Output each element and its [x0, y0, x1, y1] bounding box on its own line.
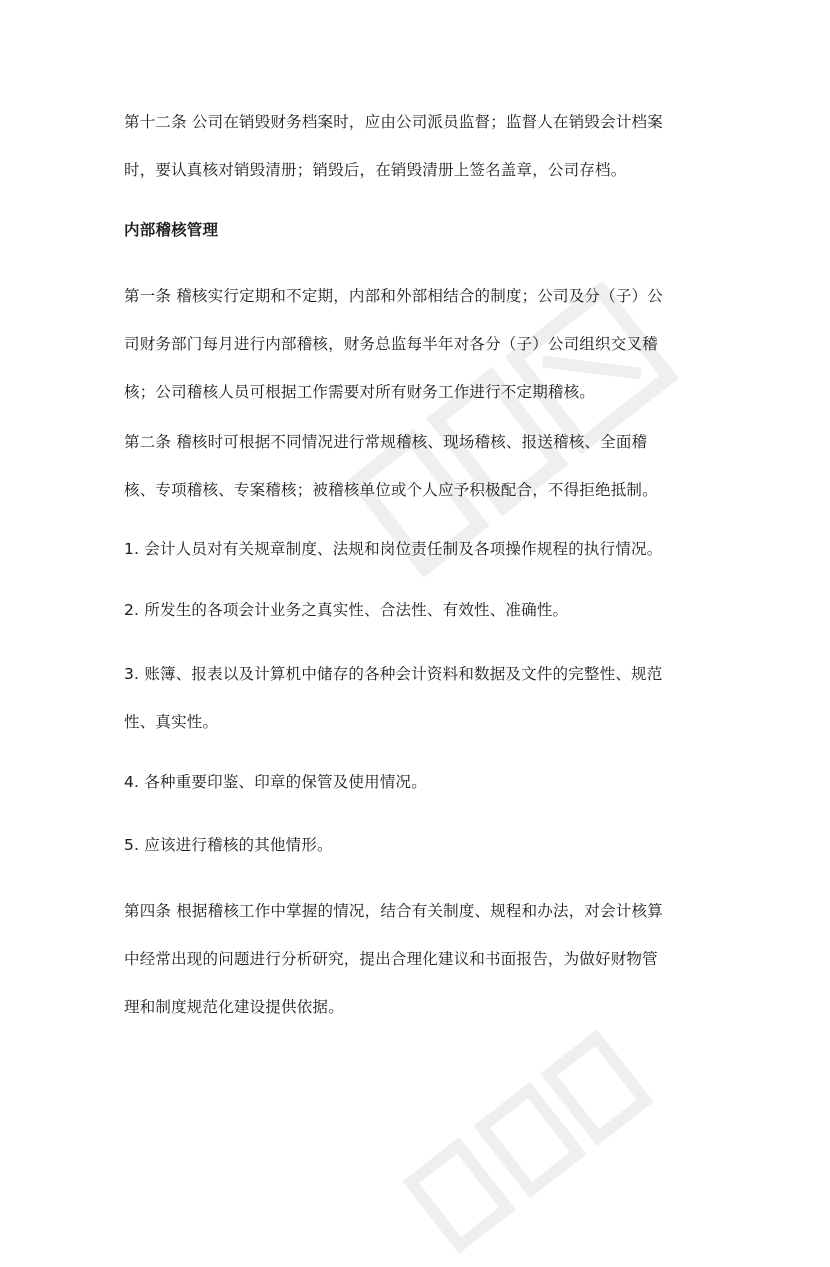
- list-item-5-text: 5. 应该进行稽核的其他情形。: [124, 836, 333, 854]
- list-item-4: [124, 765, 714, 799]
- article-4-line-3: 理和制度规范化建设提供依据。: [124, 998, 344, 1016]
- list-item-1-text: 1. 会计人员对有关规章制度、法规和岗位责任制及各项操作规程的执行情况。: [124, 540, 663, 558]
- list-item-2: [124, 593, 714, 627]
- article-1-paragraph: [124, 279, 714, 409]
- article-12-line-1: 第十二条 公司在销毁财务档案时，应由公司派员监督；监督人在销毁会计档案: [124, 113, 663, 131]
- section-title: 内部稽核管理: [124, 221, 219, 239]
- article-2-paragraph: [124, 425, 714, 507]
- list-item-3: [124, 657, 714, 739]
- watermark-graphic-bottom: [391, 1013, 670, 1267]
- article-4-line-2: 中经常出现的问题进行分析研究，提出合理化建议和书面报告，为做好财物管: [124, 950, 658, 968]
- article-1-line-3: 核；公司稽核人员可根据工作需要对所有财务工作进行不定期稽核。: [124, 383, 596, 401]
- article-4-line-1: 第四条 根据稽核工作中掌握的情况，结合有关制度、规程和办法，对会计核算: [124, 902, 663, 920]
- list-item-3-line-2: 性、真实性。: [124, 713, 219, 731]
- article-12-line-2: 时，要认真核对销毁清册；销毁后，在销毁清册上签名盖章，公司存档。: [124, 161, 627, 179]
- article-1-line-1: 第一条 稽核实行定期和不定期，内部和外部相结合的制度；公司及分（子）公: [124, 287, 663, 305]
- section-heading: [124, 213, 714, 247]
- article-4-paragraph: [124, 894, 714, 1024]
- list-item-5: [124, 828, 714, 862]
- list-item-1: [124, 532, 714, 566]
- list-item-4-text: 4. 各种重要印鉴、印章的保管及使用情况。: [124, 773, 427, 791]
- list-item-3-line-1: 3. 账簿、报表以及计算机中储存的各种会计资料和数据及文件的完整性、规范: [124, 665, 663, 683]
- article-2-line-1: 第二条 稽核时可根据不同情况进行常规稽核、现场稽核、报送稽核、全面稽: [124, 433, 648, 451]
- article-12-paragraph: [124, 105, 714, 187]
- list-item-2-text: 2. 所发生的各项会计业务之真实性、合法性、有效性、准确性。: [124, 601, 569, 619]
- article-2-line-2: 核、专项稽核、专案稽核；被稽核单位或个人应予积极配合，不得拒绝抵制。: [124, 481, 658, 499]
- article-1-line-2: 司财务部门每月进行内部稽核，财务总监每半年对各分（子）公司组织交叉稽: [124, 335, 658, 353]
